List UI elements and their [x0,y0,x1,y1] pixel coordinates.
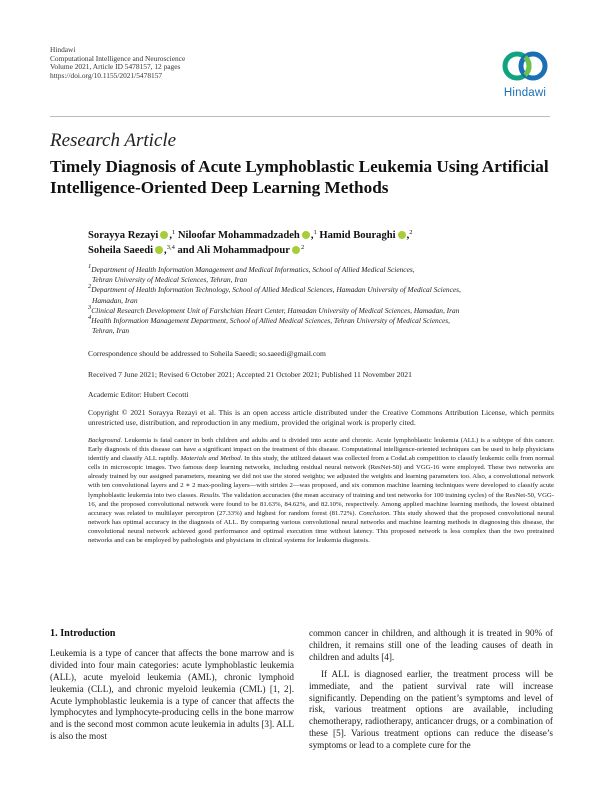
author-name[interactable]: Sorayya Rezayi [88,230,159,241]
author-affiliation-sup: 3,4 [166,244,175,251]
abstract-label: Materials and Method. [180,455,243,463]
body-paragraph: If ALL is diagnosed earlier, the treatment process will be immediate, and the patient survival rate will increase significantly. Depending on the patient’s symptoms and level of risk, various treatment options are available, including chemotherapy, radiotherapy, anticancer drugs, or a combination of these [5]. Various treatment options can reduce the disease’s symptoms or lead to a complete cure for the [309,668,553,751]
author-name[interactable]: Ali Mohammadpour [196,245,290,256]
author-name[interactable]: Hamid Bouraghi [319,230,396,241]
logo-text: Hindawi [503,87,547,99]
abstract [88,436,554,545]
author-name[interactable]: Niloofar Mohammadzadeh [177,230,300,241]
affiliation-item: $^1$Department of Health Information Management and Medical Informatics, School of Allied Medical Sciences, [88,263,415,274]
doi-link[interactable]: https://doi.org/10.1155/2021/5478157 [50,70,163,80]
abstract-label: Background. [88,437,123,444]
abstract-text: In this study, the utilized dataset was collected from a CodaLab competition to classify leukemic cells from normal cells in microscopic images. Two famous deep learning networks, including residual neural network (ResNet-50) and VGG-16 were employed. These two networks are already trained by our assigned parameters, meaning we did not use the stored weights; we adjusted the weights and learning parameters too. Also, a convolutional network with ten convolutional layers and 2 ∗ 2 max-pooling layers—with strides 2—was proposed, and six common machine learning techniques were developed to classify acute lymphoblastic leukemia into two classes. [88,455,555,499]
affiliation-item: $^4$Health Information Management Department, School of Allied Medical Sciences, Tehran University of Medical Sciences, [88,314,451,326]
abstract-label: Results. [199,491,221,499]
publisher-name: Hindawi [50,45,76,54]
article-type: Research Article [50,130,177,151]
body-column-left [50,628,294,748]
affiliation-item: $^2$Department of Health Information Technology, School of Allied Medical Sciences, Hamadan University of Medical Sciences, [88,283,461,295]
orcid-icon[interactable] [292,246,300,254]
orcid-icon[interactable] [155,246,163,254]
orcid-icon[interactable] [398,231,406,239]
author-affiliation-sup: 2 [409,229,413,236]
affiliation-item-cont: Tehran University of Medical Sciences, Tehran, Iran [92,275,248,285]
dates-line: Received 7 June 2021; Revised 6 October 2021; Accepted 21 October 2021; Published 11 November 2021 [88,370,412,379]
affiliation-list [88,265,558,336]
volume-info: Volume 2021, Article ID 5478157, 12 pages [50,62,181,72]
author-affiliation-sup: 1 [171,229,176,236]
abstract-text: Leukemia is fatal cancer in both children and adults and is divided into acute and chronic. Acute lymphoblastic leukemia (ALL) is a subtype of this cancer. Early diagnosis of this disease can have a significant impact on the treatment of this disease. Computational intelligence-oriented techniques can be used to help physicians identify and classify ALL rapidly. [88,437,555,463]
author-name[interactable]: Soheila Saeedi [88,245,154,256]
copyright-notice: Copyright © 2021 Sorayya Rezayi et al. This is an open access article distributed under the Creative Commons Attribution License, which permits unrestricted use, distribution, and reproduction in any medium, provided the original work is properly cited. [88,408,554,427]
academic-editor: Academic Editor: Hubert Cecotti [88,390,189,399]
author-affiliation-sup: 2 [300,244,305,251]
affiliation-item: $^3$Clinical Research Development Unit of Farshchian Heart Center, Hamadan University of Medical Sciences, Hamadan, Iran [88,303,460,315]
header-divider [50,116,550,117]
abstract-text: This study showed that the proposed convolutional neural network has optimal accuracy in the diagnosis of ALL. By comparing various convolutional neural networks and machine learning methods in diagnosing this disease, the convolutional neural network achieved good performance and optimal execution time without latency. This proposed network is less complex than the two pretrained networks and can be employed by pathologists and physicians in clinical systems for leukemia diagnosis. [88,509,555,545]
hindawi-logo-icon [502,46,548,86]
abstract-label: Conclusion. [358,509,391,517]
affiliation-item-cont: Hamadan, Iran [92,295,138,305]
journal-masthead [50,46,185,80]
body-paragraph: common cancer in children, and although it is treated in 90% of children, it remains still one of the leading causes of death in children and adults [4]. [309,628,553,662]
author-affiliation-sup: 1 [313,229,317,236]
body-column-right [309,628,553,757]
section-heading: 1. Introduction [50,628,116,639]
article-title: Timely Diagnosis of Acute Lymphoblastic Leukemia Using Artificial Intelligence-Oriented Deep Learning Methods [50,157,549,197]
abstract-text: The validation accuracies (the mean accuracy of training and test networks for 100 training cycles) of the ResNet-50, VGG-16, and the proposed convolutional network were found to be 81.63%, 84.62%, and 82.10%, respectively. Among applied machine learning methods, the lowest obtained accuracy was related to multilayer perceptron (27.33%) and highest for random forest (81.72%). [88,491,554,517]
orcid-icon[interactable] [160,231,168,239]
author-list: Sorayya Rezayi ,$^1$ Niloofar Mohammadzadeh ,$^1$ Hamid Bouraghi ,$^2$ Soheila Saeedi ,$^{3,4}$ and Ali Mohammadpour $^2$ [88,229,413,256]
correspondence-line: Correspondence should be addressed to Soheila Saeedi; so.saeedi@gmail.com [88,349,326,358]
affiliation-item-cont: Tehran, Iran [92,326,130,336]
journal-name: Computational Intelligence and Neuroscience [50,53,186,63]
orcid-icon[interactable] [302,231,310,239]
body-paragraph: Leukemia is a type of cancer that affects the bone marrow and is divided into four main categories: acute lymphoblastic leukemia (ALL), acute myeloid leukemia (AML), chronic lymphoid leukemia (CLL), and chronic myeloid leukemia (CML) [1, 2]. Acute lymphoblastic leukemia is a type of cancer that affects the lymphocytes and lymphocyte-producing cells in the bone marrow and is the second most common acute leukemia in adults [3]. ALL is also the most [50,647,294,742]
hindawi-logo [492,46,558,99]
